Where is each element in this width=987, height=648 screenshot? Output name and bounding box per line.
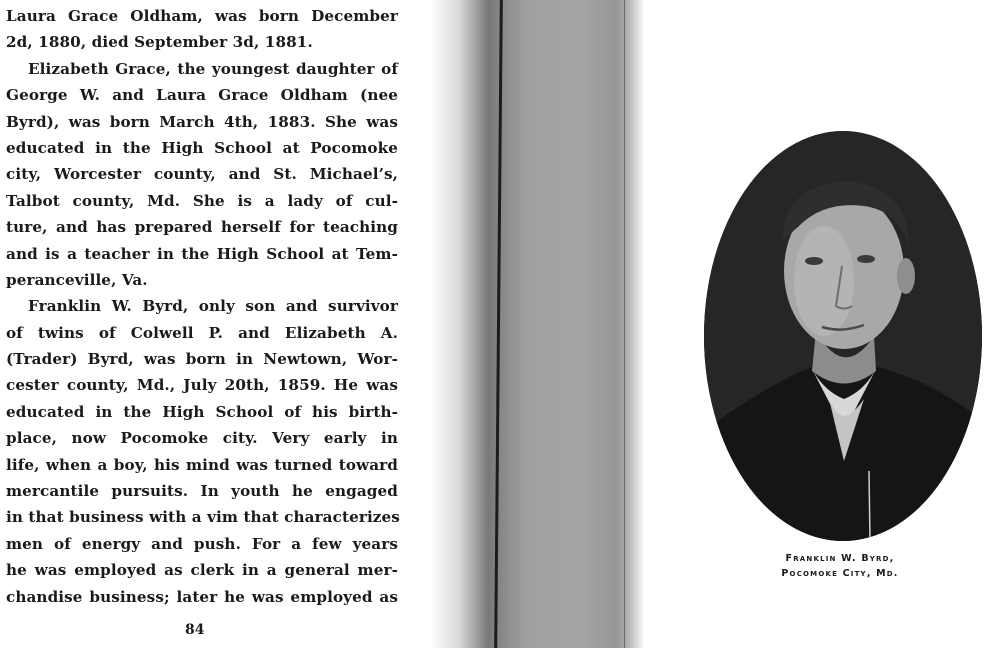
- left-page: [0, 0, 440, 648]
- text-line: and is a teacher in the High School at Tem-: [6, 244, 398, 263]
- paragraph-start-line: Franklin W. Byrd, only son and survivor: [28, 297, 398, 316]
- text-line: educated in the High School of his birth-: [6, 402, 398, 421]
- text-line: city, Worcester county, and St. Michael’s,: [6, 165, 398, 184]
- page-number: 84: [185, 622, 205, 638]
- text-line: men of energy and push. For a few years: [6, 534, 398, 553]
- text-line: educated in the High School at Pocomoke: [6, 138, 398, 157]
- text-line: ture, and has prepared herself for teaching: [6, 218, 398, 237]
- portrait-eye-left: [805, 257, 823, 265]
- portrait-caption: [740, 551, 940, 581]
- text-line: (Trader) Byrd, was born in Newtown, Wor-: [6, 350, 398, 369]
- body-text: [6, 3, 398, 610]
- text-line: of twins of Colwell P. and Elizabeth A.: [6, 323, 398, 342]
- portrait-photo: [704, 131, 982, 541]
- text-line: place, now Pocomoke city. Very early in: [6, 429, 398, 448]
- portrait-ear: [897, 258, 915, 294]
- text-line: 2d, 1880, died September 3d, 1881.: [6, 33, 313, 52]
- portrait-eye-right: [857, 255, 875, 263]
- text-line: peranceville, Va.: [6, 270, 148, 289]
- page-fold-line: [624, 0, 625, 648]
- text-line: Talbot county, Md. She is a lady of cul-: [6, 191, 398, 210]
- paragraph-start-line: Elizabeth Grace, the youngest daughter of: [28, 59, 398, 78]
- text-line: mercantile pursuits. In youth he engaged: [6, 482, 398, 501]
- text-line: he was employed as clerk in a general mer-: [6, 561, 398, 580]
- portrait-illustration: [704, 131, 982, 541]
- text-line: cester county, Md., July 20th, 1859. He was: [6, 376, 398, 395]
- caption-location: Pocomoke City, Md.: [781, 568, 899, 579]
- book-gutter: [430, 0, 645, 648]
- text-line: chandise business; later he was employed as: [6, 587, 398, 606]
- text-line: Laura Grace Oldham, was born December: [6, 7, 398, 25]
- portrait-lapel-line: [869, 471, 870, 541]
- caption-name: Franklin W. Byrd,: [785, 553, 895, 564]
- text-line: in that business with a vim that characterizes: [6, 508, 400, 527]
- text-line: Byrd), was born March 4th, 1883. She was: [6, 112, 398, 131]
- text-line: George W. and Laura Grace Oldham (nee: [6, 86, 398, 105]
- text-line: life, when a boy, his mind was turned toward: [6, 455, 398, 474]
- portrait-face-highlight: [794, 226, 854, 336]
